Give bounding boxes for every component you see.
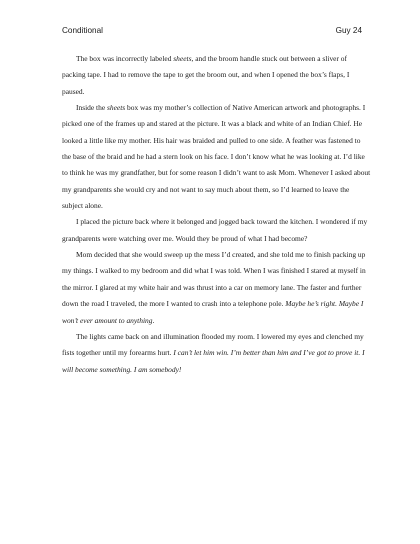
paragraph-1-segment-1: The box was incorrectly labeled <box>76 54 174 63</box>
paragraph-4-segment-3: . <box>152 315 155 325</box>
body-text <box>62 51 371 378</box>
paragraph-1 <box>62 51 371 100</box>
paragraph-5-segment-1: The lights came back on and illumination flooded my room. I lowered my eyes and clenched my fists together until my forearms hurt. <box>62 331 364 358</box>
running-header <box>62 26 362 40</box>
paragraph-2-segment-2: sheets <box>106 103 126 113</box>
paragraph-1-segment-3: , and the broom handle stuck out between a sliver of packing tape. I had to remove the tape to get the broom out, and when I opened the box’s flaps, I paused. <box>62 54 350 96</box>
paragraph-1-segment-2: sheets <box>173 54 192 63</box>
paragraph-4-segment-2: Maybe he’s right. Maybe I won’t ever amount to anything <box>62 299 364 325</box>
paragraph-2-segment-1: Inside the <box>76 103 107 113</box>
paragraph-3-segment-1: I placed the picture back where it belonged and jogged back toward the kitchen. I wondered if my grandparents were watching over me. Would they be proud of what I had become? <box>62 217 368 243</box>
paragraph-5-segment-2: I can’t let him win. I’m better than him and I’ve got to prove it. I will become something. I am somebody! <box>62 348 365 374</box>
paragraph-2 <box>62 100 371 214</box>
paragraph-5 <box>62 329 371 378</box>
running-header-title: Conditional <box>62 26 103 35</box>
running-header-page-number: Guy 24 <box>335 26 362 35</box>
paragraph-4-segment-1: Mom decided that she would sweep up the mess I’d created, and she told me to finish packing up my things. I walked to my bedroom and did what I was told. When I was finished I stared at myself in the mirror. I glared at my white hair and was thrust into a car on memory lane. The faster and further down the road I traveled, the more I wanted to crash into a telephone pole. <box>62 250 366 309</box>
paragraph-3 <box>62 214 371 247</box>
paragraph-4 <box>62 247 371 329</box>
paragraph-2-segment-3: box was my mother’s collection of Native American artwork and photographs. I picked one of the frames up and stared at the picture. It was a black and white of an Indian Chief. He looked a little like my mother. His hair was braided and pulled to one side. A feather was fastened to the base of the braid and he had a stern look on his face. I don’t know what he was looking at. I’d like to think he was my grandfather, but for some reason I didn’t want to ask Mom. Whenever I asked about my grandparents she would cry and not want to say much about them, so I’d learned to leave the subject alone. <box>62 103 371 211</box>
